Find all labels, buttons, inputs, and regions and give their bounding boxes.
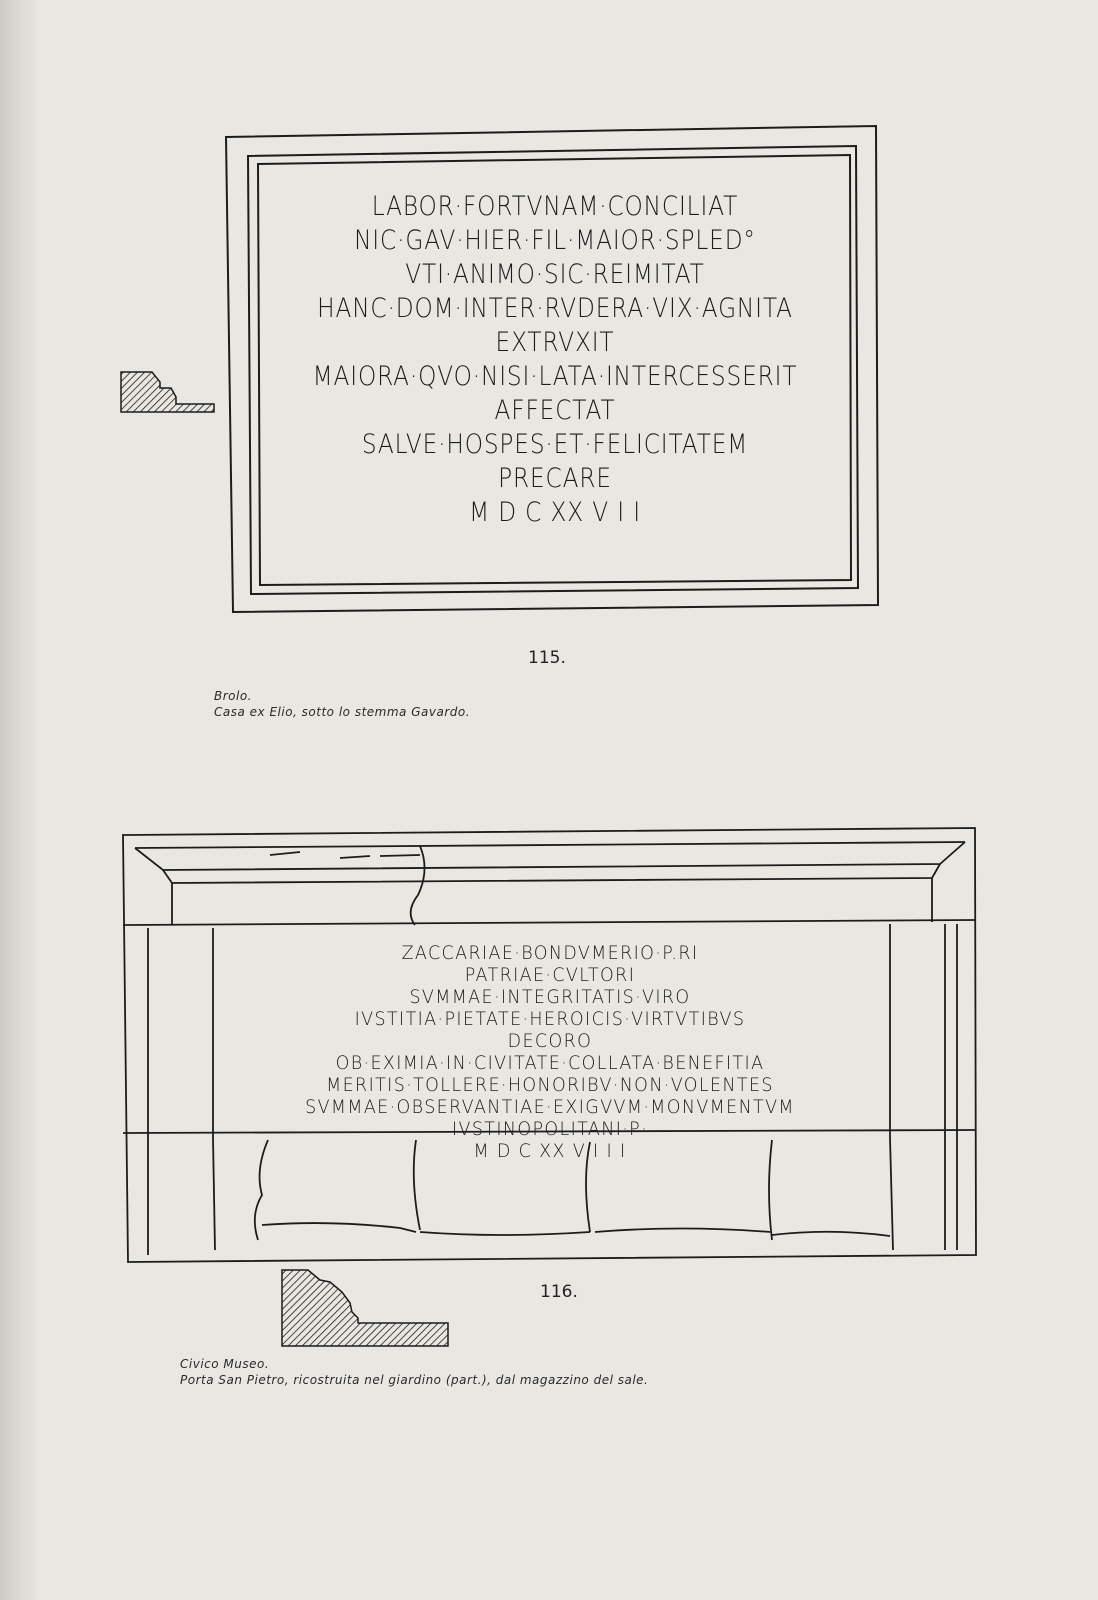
inscription-line: M D C XX V I I — [469, 497, 641, 528]
inscription-line: IVSTINOPOLITANI·P· — [451, 1118, 649, 1140]
inscription-line: SVMMAE·OBSERVANTIAE·EXIGVVM·MONVMENTVM — [305, 1096, 795, 1118]
inscription-line: VTI·ANIMO·SIC·REIMITAT — [405, 259, 705, 290]
plate-number-116: 116. — [540, 1282, 578, 1302]
caption-location: Brolo. — [214, 689, 252, 703]
inscription-line: SALVE·HOSPES·ET·FELICITATEM — [361, 429, 749, 460]
inscription-line: EXTRVXIT — [495, 327, 615, 358]
caption-description: Porta San Pietro, ricostruita nel giardino (part.), dal magazzino del sale. — [180, 1373, 649, 1387]
inscription-line: MERITIS·TOLLERE·HONORIBV·NON·VOLENTES — [326, 1074, 774, 1096]
caption-description: Casa ex Elio, sotto lo stemma Gavardo. — [214, 705, 471, 719]
inscription-line: AFFECTAT — [494, 395, 616, 426]
caption-115 — [214, 688, 470, 720]
plate-number-115: 115. — [528, 648, 566, 668]
inscription-line: NIC·GAV·HIER·FIL·MAIOR·SPLED° — [354, 225, 756, 256]
inscription-line: PATRIAE·CVLTORI — [464, 964, 636, 986]
profile-section-116 — [282, 1270, 448, 1346]
profile-section-115 — [121, 372, 214, 412]
inscription-115 — [250, 190, 860, 530]
inscription-116 — [210, 942, 890, 1162]
inscription-line: OB·EXIMIA·IN·CIVITATE·COLLATA·BENEFITIA — [335, 1052, 765, 1074]
inscription-line: HANC·DOM·INTER·RVDERA·VIX·AGNITA — [317, 293, 793, 324]
caption-location: Civico Museo. — [180, 1357, 270, 1371]
inscription-line: ZACCARIAE·BONDVMERIO·P.RI — [401, 942, 699, 964]
inscription-line: DECORO — [507, 1030, 593, 1052]
inscription-line: PRECARE — [498, 463, 612, 494]
inscription-line: M D C XX V I I I — [473, 1140, 627, 1162]
inscription-line: LABOR·FORTVNAM·CONCILIAT — [371, 191, 739, 222]
inscription-line: IVSTITIA·PIETATE·HEROICIS·VIRTVTIBVS — [354, 1008, 746, 1030]
inscription-line: SVMMAE·INTEGRITATIS·VIRO — [409, 986, 691, 1008]
inscription-line: MAIORA·QVO·NISI·LATA·INTERCESSERIT — [312, 361, 798, 392]
caption-116 — [180, 1356, 648, 1388]
